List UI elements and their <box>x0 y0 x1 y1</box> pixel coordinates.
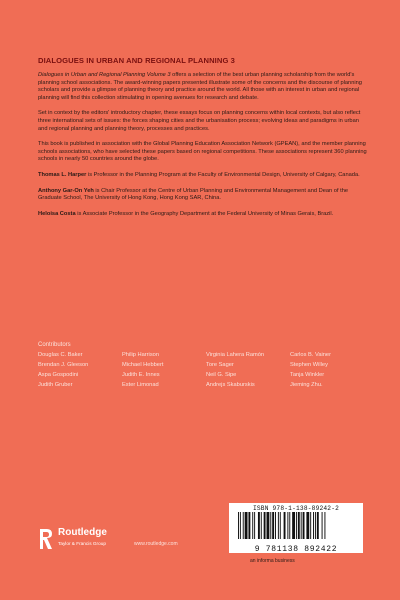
barcode-bar <box>245 512 248 539</box>
isbn-number: ISBN 978-1-138-89242-2 <box>252 505 340 512</box>
editor-description: is Associate Professor in the Geography Department at the Federal University of Minas Gerais, Brazil. <box>75 210 334 217</box>
editor-bio <box>38 172 368 180</box>
barcode-bar <box>298 512 300 539</box>
editor-description: is Chair Professor at the Centre of Urban Planning and Environmental Management and Dean of the Graduate School, The University of Hong Kong, Hong Kong SAR, China. <box>38 187 349 202</box>
contributor-name: Tanja Winkler <box>290 372 325 378</box>
contributor-name: Judith E. Innes <box>122 372 160 378</box>
intro-text: offers a selection of the best urban planning scholarship from the world's planning school associations. The award-winning papers presented illustrate some of the concerns and the discourse of planning scholars and provide a glimpse of planning theory and practice around the world. All those with an interest in urban and regional planning will find this collection stimulating in opening avenues for research and debate. <box>38 72 362 101</box>
barcode-bar <box>240 512 241 539</box>
barcode-bar <box>238 512 239 539</box>
barcode-bar <box>313 512 314 539</box>
contributor-name: Jieming Zhu. <box>290 382 323 388</box>
editor-bio <box>38 188 368 203</box>
barcode-bar <box>292 512 295 539</box>
barcode-bar <box>261 512 262 539</box>
contributor-name: Ester Limonad <box>122 382 159 388</box>
barcode-bar <box>258 512 260 539</box>
contributor-name: Carlos B. Vainer <box>290 352 331 358</box>
editor-bio <box>38 211 368 219</box>
book-title: Dialogues in Urban and Regional Planning Volume 3 <box>38 72 171 78</box>
barcode-bar <box>272 512 274 539</box>
ean-digits: 9 781138 892422 <box>254 545 338 554</box>
barcode-bar <box>264 512 266 539</box>
contributor-name: Aspa Gospodini <box>38 372 79 378</box>
contributor-name: Virginia Lahera Ramón <box>206 352 265 358</box>
contributor-name: Michael Hebbert <box>122 362 164 368</box>
contributor-name: Brendan J. Gleeson <box>38 362 89 368</box>
barcode-bar <box>310 512 311 539</box>
association-paragraph: This book is published in association with the Global Planning Education Association Network (GPEAN), and the member planning schools associations, who have selected these papers based on regional competitions. These associations represent 360 planning schools in nearly 50 countries around the globe. <box>38 141 367 163</box>
barcode-icon <box>234 512 358 539</box>
barcode-bar <box>324 512 325 539</box>
barcode-bar <box>278 512 279 539</box>
contributor-name: Philip Harrison <box>122 352 159 358</box>
contributors-grid <box>38 352 368 389</box>
barcode-bar <box>252 512 253 539</box>
routledge-logo-icon <box>38 527 54 551</box>
publisher-name: Routledge <box>58 527 107 538</box>
barcode-bar <box>296 512 297 539</box>
description-block <box>38 72 368 226</box>
barcode-bar <box>267 512 270 539</box>
contributor-name: Neil G. Sipe <box>206 372 237 378</box>
intro-paragraph <box>38 72 368 102</box>
editor-description: is Professor in the Planning Program at the Faculty of Environmental Design, University of Calgary, Canada. <box>86 171 360 178</box>
barcode-bar <box>317 512 319 539</box>
editor-name: Anthony Gar-On Yeh <box>38 187 94 194</box>
barcode-bar <box>303 512 305 539</box>
publisher-website: www.routledge.com <box>134 541 178 547</box>
barcode-bar <box>270 512 271 539</box>
barcode-bar <box>275 512 276 539</box>
series-title: DIALOGUES IN URBAN AND REGIONAL PLANNING 3 <box>38 56 236 65</box>
contributor-name: Judith Gruber <box>38 382 73 388</box>
barcode-bar <box>248 512 250 539</box>
barcode-bar <box>243 512 244 539</box>
barcode-bar <box>301 512 302 539</box>
publisher-group: Taylor & Francis Group <box>58 541 106 546</box>
contributor-name: Douglas C. Baker <box>38 352 83 358</box>
context-paragraph: Set in context by the editors' introductory chapter, these essays focus on planning concerns within local contexts, but also reflect three international sets of issues: the forces shaping cities and the urbanisation process; evolving ideas and paradigms in urban and regional planning and planning theory, processes and practices. <box>38 110 361 132</box>
barcode-bar <box>287 512 288 539</box>
editor-name: Thomas L. Harper <box>38 171 87 178</box>
isbn-barcode <box>229 503 363 553</box>
barcode-bar <box>315 512 316 539</box>
contributor-name: Andrejs Skaburskis <box>206 382 255 388</box>
contributor-name: Tore Sager <box>206 362 234 368</box>
informa-tagline: an informa business <box>250 558 295 564</box>
contributors-heading: Contributors <box>38 342 71 348</box>
barcode-bar <box>306 512 309 539</box>
barcode-bar <box>322 512 323 539</box>
editor-name: Heloisa Costa <box>38 210 76 217</box>
contributor-name: Stephen Willey <box>290 362 328 368</box>
contributors-section <box>38 342 368 389</box>
barcode-bar <box>289 512 290 539</box>
barcode-bar <box>284 512 286 539</box>
barcode-bar <box>280 512 281 539</box>
barcode-bar <box>254 512 255 539</box>
